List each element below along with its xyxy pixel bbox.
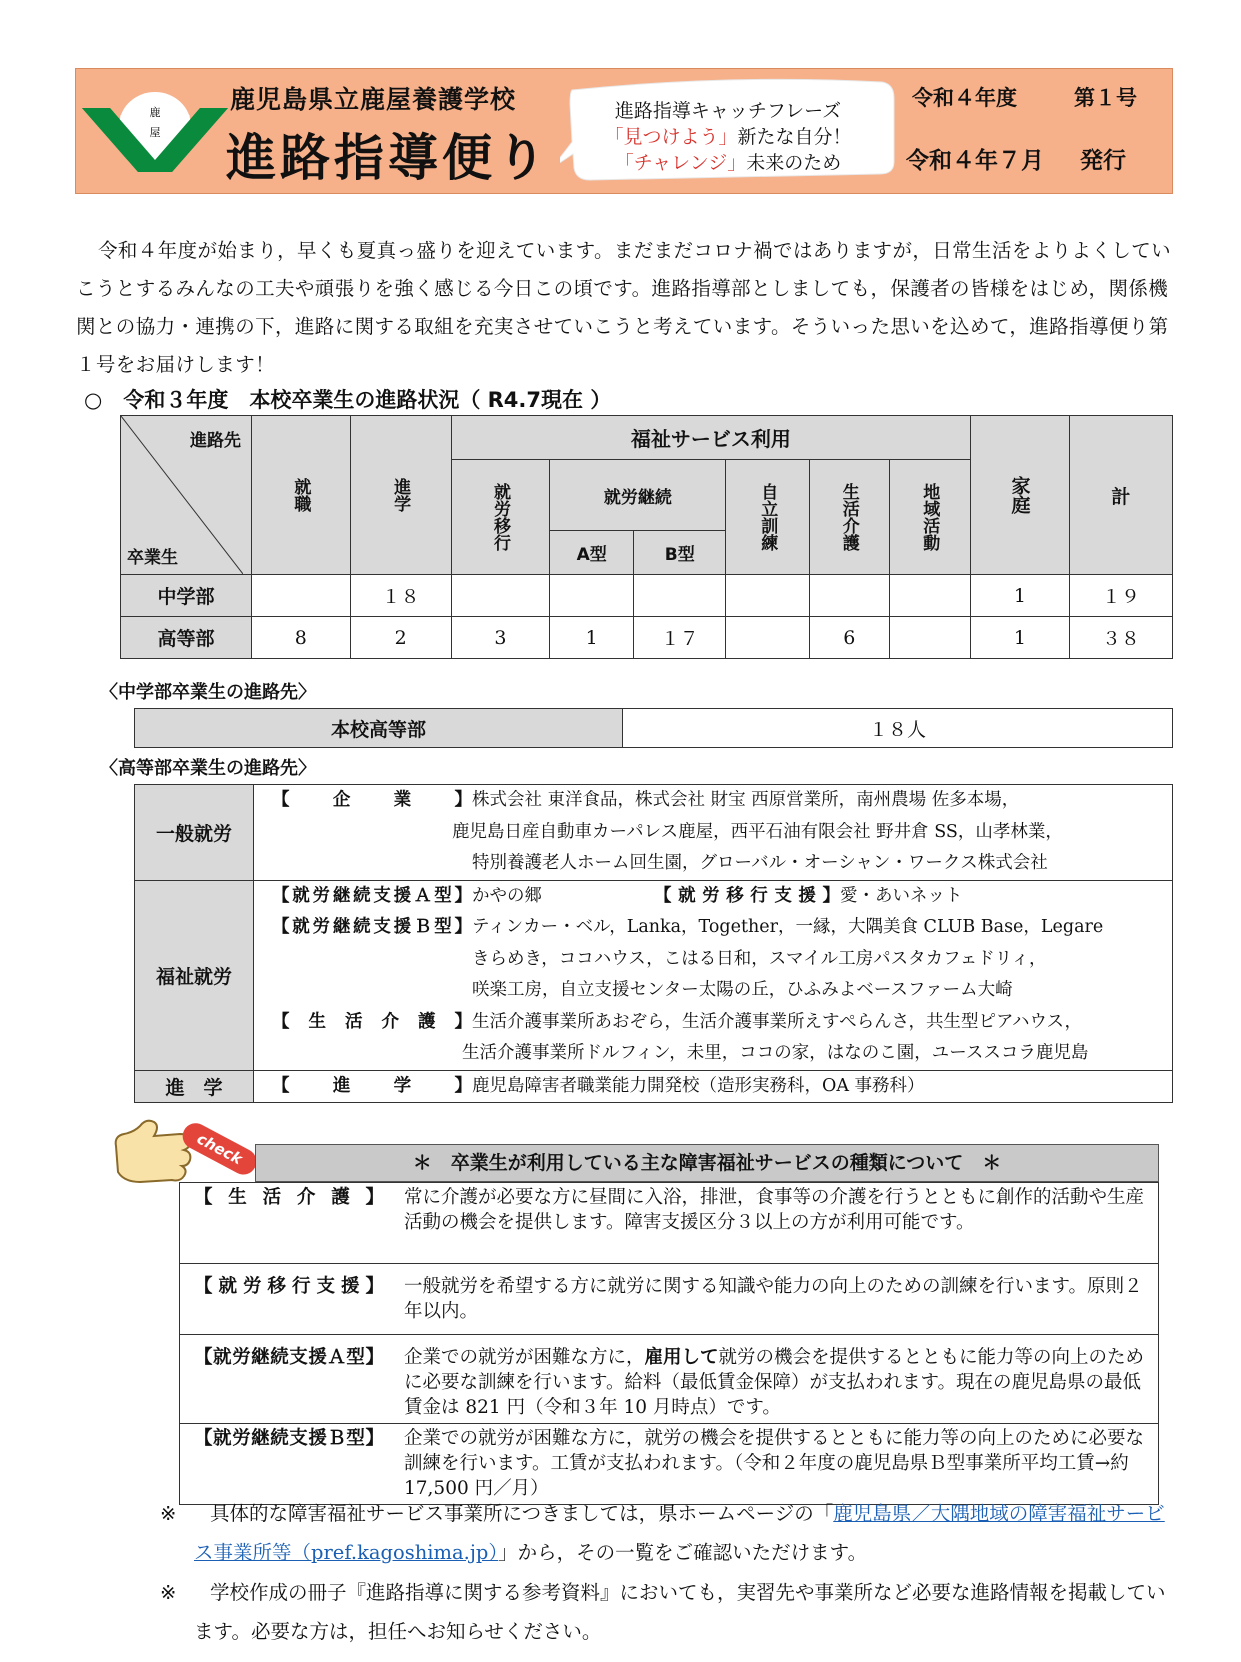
table-cell: 3 [451,617,550,659]
service-desc-transition: 一般就労を希望する方に就労に関する知識や能力の向上のための訓練を行います。原則２年以内。 [404,1276,1143,1322]
school-name: 鹿児島県立鹿屋養護学校 [230,85,517,114]
table-cell: １９ [1069,575,1172,617]
service-desc-type-a: 企業での就労が困難な方に，雇用して就労の機会を提供するとともに能力等の向上のために必要な訓練を行います。給料（最低賃金保障）が支払われます。現在の鹿児島県の最低賃金は 821 円（令和３年 10 月時点）です。 [404,1347,1145,1418]
services-table [179,1182,1159,1505]
note-2-mark: ※ [160,1581,177,1604]
advance-list [254,1070,1173,1103]
table-cell [451,575,550,617]
key-company: 【企業】 [272,790,472,810]
table-cell [726,575,810,617]
junior-destination-table [134,708,1173,748]
service-row [180,1424,1159,1505]
service-row [180,1264,1159,1335]
table-cell: 8 [251,617,350,659]
junior-destination-value: １８人 [623,709,1173,748]
type-b-line3: 咲楽工房，自立支援センター太陽の丘，ひふみよベースファーム大崎 [472,980,1013,1000]
row-label-junior: 中学部 [121,575,252,617]
issue-date: 令和４年７月 [906,147,1044,174]
company-line2: 鹿児島日産自動車カーパレス鹿屋，西平石油有限会社 野井倉 SS，山孝林業， [452,821,1063,842]
note-1-text-b: 」から，その一覧をご確認いただけます。 [498,1541,868,1564]
key-care: 【生活介護】 [272,1011,472,1032]
issue-year: 令和４年度 [912,85,1017,110]
th-welfare-service: 福祉サービス利用 [451,416,971,460]
general-employment-label: 一般就労 [135,785,254,881]
table-cell: ３８ [1069,617,1172,659]
table-cell: １８ [350,575,451,617]
th-type-a: A型 [550,531,634,575]
note-2-text: 学校作成の冊子『進路指導に関する参考資料』においても，実習先や事業所など必要な進路情報を掲載しています。必要な方は，担任へお知らせください。 [194,1581,1166,1643]
catchphrase-new-self: 新たな自分！ [737,126,852,148]
key-advance: 【進学】 [272,1075,472,1096]
catchphrase-bubble [560,76,896,184]
type-b-line1: ティンカー・ベル，Lanka，Together，一縁，大隅美食 CLUB Base，Legare [472,917,1104,937]
table-row [121,575,1173,617]
section-heading-results: ○ 令和３年度 本校卒業生の進路状況（ R4.7現在 ） [84,388,612,412]
table-cell: 1 [971,575,1070,617]
table-cell [889,575,971,617]
catchphrase-find: 「見つけよう」 [604,126,738,148]
service-desc-employ-emphasis: 雇用して [644,1347,719,1368]
senior-destination-caption: 〈高等部卒業生の進路先〉 [100,758,316,779]
services-heading-bar: ＊ 卒業生が利用している主な障害福祉サービスの種類について ＊ [255,1144,1159,1182]
note-1-mark: ※ [160,1502,177,1525]
issue-published: 発行 [1080,147,1126,174]
general-employment-list [254,785,1173,881]
intro-paragraph: 令和４年度が始まり，早くも夏真っ盛りを迎えています。まだまだコロナ禍ではありますが，日常生活をよりよくしていこうとするみんなの工夫や頑張りを強く感じる今日この頃です。進路指導部としましても，保護者の皆様をはじめ，関係機関との協力・連携の下，進路に関する取組を充実させていこうと考えています。そういった思いを込めて，進路指導便り第１号をお届けします！ [76,239,1172,376]
welfare-employment-label: 福祉就労 [135,880,254,1070]
note-2 [160,1573,1175,1651]
th-employment: 就職 [251,416,350,575]
catchphrase-line3 [560,148,896,175]
junior-destination-label: 本校高等部 [135,709,623,748]
type-b-line2: きらめき，ココハウス，こはる日和，スマイル工房パスタカフェドリィ， [472,948,1047,969]
school-logo-icon [80,86,230,174]
key-transition: 【就労移行支援】 [654,885,840,906]
table-cell [550,575,634,617]
th-advance: 進学 [350,416,451,575]
care-line2: 生活介護事業所ドルフィン，未里，ココの家，はなのこ園，ユーススコラ鹿児島 [462,1043,1089,1063]
corner-graduates: 卒業生 [127,548,178,568]
junior-destination-caption: 〈中学部卒業生の進路先〉 [100,682,316,703]
key-type-b: 【就労継続支援Ｂ型】 [272,917,472,937]
service-desc-care: 常に介護が必要な方に昼間に入浴，排泄，食事等の介護を行うとともに創作的活動や生産活動の機会を提供します。障害支援区分３以上の方が利用可能です。 [404,1187,1145,1233]
service-key-type-b: 【就労継続支援Ｂ型】 [194,1428,384,1449]
catchphrase-line2 [560,122,896,149]
transition-value: 愛・あいネット [840,885,963,906]
logo-char-2: 屋 [149,126,161,139]
table-row [121,617,1173,659]
th-continuation: 就労継続 [550,460,726,531]
logo-char-1: 鹿 [149,106,161,119]
thumbs-up-check-icon [110,1116,260,1186]
advance-value: 鹿児島障害者職業能力開発校（造形実務科，OA 事務科） [472,1075,925,1096]
th-type-b: B型 [634,531,726,575]
service-key-type-a: 【就労継続支援Ａ型】 [194,1347,384,1368]
table-cell: 2 [350,617,451,659]
th-care: 生活介護 [810,460,889,575]
note-1-text-a: 具体的な障害福祉サービス事業所につきましては，県ホームページの「 [210,1502,834,1525]
services-directory-link[interactable]: 鹿児島県／大隅地域の障害福祉サービス事業所等（pref.kagoshima.jp） [194,1502,1165,1564]
check-badge-text: check [193,1129,246,1169]
catchphrase-line1: 進路指導キャッチフレーズ [614,100,842,122]
senior-destination-table [134,784,1173,1103]
key-type-a: 【就労継続支援Ａ型】 [272,885,472,906]
table-cell: 1 [971,617,1070,659]
company-line1: 株式会社 東洋食品，株式会社 財宝 西原営業所，南州農場 佐多本場， [472,790,1020,810]
catchphrase-challenge: 「チャレンジ」 [614,152,747,174]
row-label-senior: 高等部 [121,617,252,659]
service-row [180,1335,1159,1424]
service-key-care: 【生活介護】 [194,1187,384,1208]
table-cell [889,617,971,659]
table-cell: 1 [550,617,634,659]
th-home: 家庭 [971,416,1070,575]
table-cell [251,575,350,617]
table-cell [634,575,726,617]
th-total: 計 [1069,416,1172,575]
graduate-results-table [120,415,1173,659]
catchphrase-future: 未来のため [746,152,842,174]
th-community: 地域活動 [889,460,971,575]
issue-number: 第１号 [1074,85,1137,110]
newsletter-title: 進路指導便り [226,128,550,187]
welfare-employment-list [254,880,1173,1070]
advance-label: 進 学 [135,1070,254,1103]
note-1 [160,1494,1175,1572]
table-corner-cell [121,416,252,575]
table-cell: 6 [810,617,889,659]
service-row [180,1183,1159,1264]
th-transition: 就労移行 [451,460,550,575]
company-line3: 特別養護老人ホーム回生園，グローバル・オーシャン・ワークス株式会社 [472,853,1048,873]
table-cell: １７ [634,617,726,659]
service-key-transition: 【就労移行支援】 [194,1276,384,1297]
th-training: 自立訓練 [726,460,810,575]
table-cell [810,575,889,617]
service-desc-type-b: 企業での就労が困難な方に，就労の機会を提供するとともに能力等の向上のために必要な訓練を行います。工賃が支払われます。（令和２年度の鹿児島県Ｂ型事業所平均工賃→約 17,500 円／月） [404,1428,1145,1499]
type-a-value: かやの郷 [472,885,542,906]
corner-destination: 進路先 [189,431,241,451]
care-line1: 生活介護事業所あおぞら，生活介護事業所えすぺらんさ，共生型ピアハウス， [472,1011,1083,1032]
table-cell [726,617,810,659]
